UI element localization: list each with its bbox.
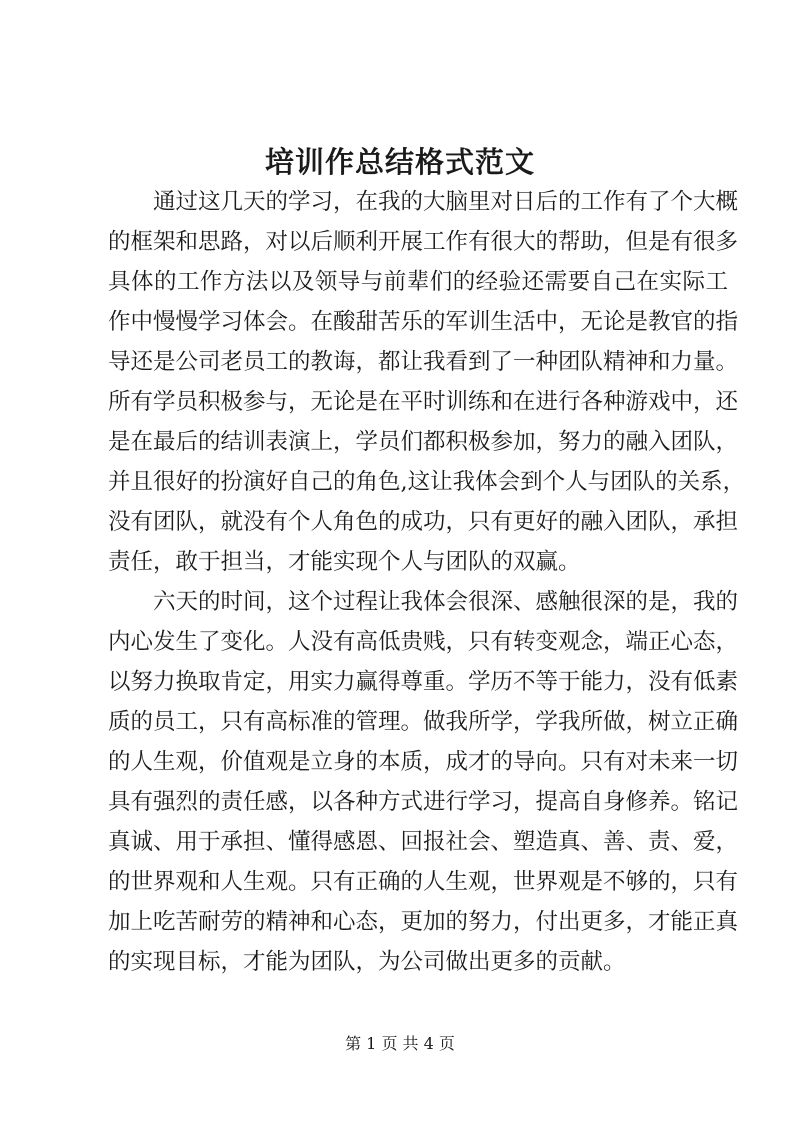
- text-line: 的世界观和人生观。只有正确的人生观，世界观是不够的，只有: [108, 869, 739, 895]
- text-line: 导还是公司老员工的教诲，都让我看到了一种团队精神和力量。: [108, 349, 739, 375]
- text-line: 六天的时间，这个过程让我体会很深、感触很深的是，我的: [153, 589, 739, 615]
- page-title: 培训作总结格式范文: [264, 145, 535, 179]
- text-line: 是在最后的结训表演上，学员们都积极参加，努力的融入团队，: [108, 429, 739, 455]
- text-line: 真诚、用于承担、懂得感恩、回报社会、塑造真、善、责、爱，: [108, 829, 739, 855]
- text-line: 内心发生了变化。人没有高低贵贱，只有转变观念，端正心态，: [108, 629, 739, 655]
- document-body: [108, 182, 746, 982]
- text-line: 加上吃苦耐劳的精神和心态，更加的努力，付出更多，才能正真: [108, 909, 739, 935]
- paragraph-2: [108, 582, 739, 982]
- text-line: 责任，敢于担当，才能实现个人与团队的双赢。: [108, 549, 581, 575]
- text-line: 所有学员积极参与，无论是在平时训练和在进行各种游戏中，还: [108, 389, 739, 415]
- text-line: 具体的工作方法以及领导与前辈们的经验还需要自己在实际工: [108, 269, 728, 295]
- text-line: 作中慢慢学习体会。在酸甜苦乐的军训生活中，无论是教官的指: [108, 309, 739, 335]
- text-line: 并且很好的扮演好自己的角色,这让我体会到个人与团队的关系，: [108, 469, 746, 495]
- page-number: 第 1 页 共 4 页: [345, 1034, 455, 1053]
- paragraph-1: [108, 182, 746, 582]
- text-line: 的框架和思路，对以后顺利开展工作有很大的帮助，但是有很多: [108, 229, 739, 255]
- text-line: 通过这几天的学习，在我的大脑里对日后的工作有了个大概: [153, 189, 739, 215]
- text-line: 的人生观，价值观是立身的本质，成才的导向。只有对未来一切: [108, 749, 739, 775]
- text-line: 没有团队，就没有个人角色的成功，只有更好的融入团队，承担: [108, 509, 739, 535]
- text-line: 以努力换取肯定，用实力赢得尊重。学历不等于能力，没有低素: [108, 669, 739, 695]
- text-line: 的实现目标，才能为团队，为公司做出更多的贡献。: [108, 949, 626, 975]
- text-line: 具有强烈的责任感，以各种方式进行学习，提高自身修养。铭记: [108, 789, 739, 815]
- text-line: 质的员工，只有高标准的管理。做我所学，学我所做，树立正确: [108, 709, 739, 735]
